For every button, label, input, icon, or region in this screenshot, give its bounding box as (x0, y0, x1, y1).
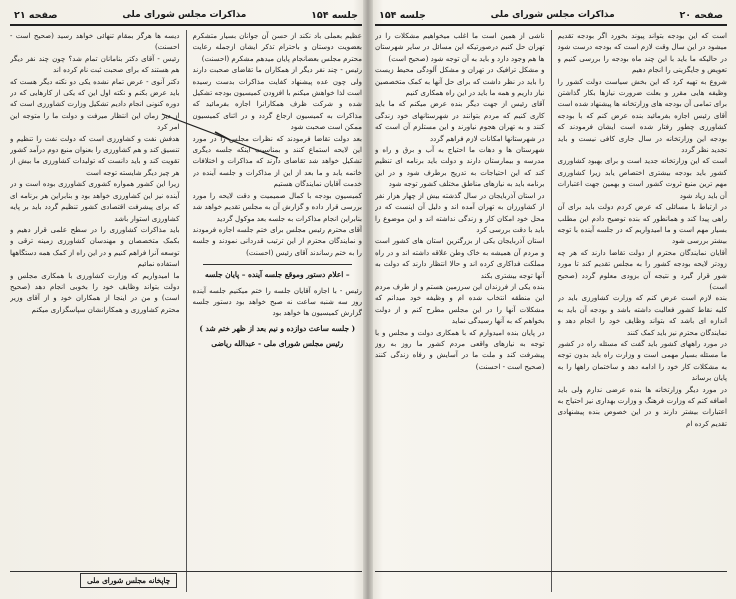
paragraph: شروع به تهیه کرد که این بخش سیاست دولت کشور را وظیفه هایی مقرر و بعلت ضرورت نیازها بکار گذاشتن برای تمامی آن بودجه های وزارتخانه ها پیشنهاد شده است (557, 76, 727, 109)
paragraph: دکتر آنوی - عرض تمام نشده یکی دو نکته دیگر هست که باید عرض بکنم و نکته اول این که یکی از کارهایی که در دوره کنونی انجام دادیم تشکیل وزارت کشاورزی است که از دیر زمان این انتظار میرفت و دولت ما را متوجه این امر کرد (10, 76, 180, 132)
session-label: جلسه ۱۵۴ (311, 9, 358, 21)
paragraph: استان آذربایجان یکی از بزرگترین استان های کشور است و مردم آن همیشه به خاک وطن علاقه داشته اند و در راه مملکت فداکاری کرده اند و حالا انتظار دارند که دولت به آنها توجه بیشتری بکند (375, 236, 545, 280)
column-right (558, 30, 728, 592)
section-heading: – اعلام دستور وموقع جلسه آینده – پایان جلسه (204, 270, 350, 280)
paragraph: آقایان نمایندگان محترم از دولت تقاضا دارند که هر چه زودتر لایحه بودجه کشور را به مجلس تقدیم کند تا مورد شور قرار گیرد و نتیجه آن بزودی معلوم گردد (صحیح است) (557, 247, 727, 291)
paragraph: ناشی از همین است ما اغلب میخواهیم مشکلات را در تهران حل کنیم درصورتیکه این مسائل در سایر شهرستان ها هم وجود دارد و باید به آن توجه شود (صحیح است) (375, 31, 545, 63)
paragraph: ما امیدواریم که وزارت کشاورزی با همکاری مجلس و دولت بتواند وظایف خود را بخوبی انجام دهد (صحیح است) و من در اینجا از همکاران خود و از آقای وزیر محترم کشاورزی و همکارانشان سپاسگزاری میکنم (10, 270, 180, 314)
paragraph: و مشکل ترافیک در تهران و مشکل آلودگی محیط زیست را باید در نظر داشت که برای حل آنها به کمک متخصصین نیاز داریم و همه ما باید در این راه همکاری کنیم (375, 65, 545, 98)
column-rule (186, 30, 187, 592)
speaker-signature: رئیس مجلس شورای ملی - عبدالله ریاضی (211, 339, 344, 349)
page-header (10, 6, 362, 26)
page-number: صفحه ۲۱ (14, 9, 58, 21)
paragraph: در استان آذربایجان در سال گذشته بیش از چهار هزار نفر از کشاورزان به تهران آمده اند و دلیل آن اینست که در محل خود امکان کار و زندگی نداشته اند و این موضوع را باید با دقت بررسی کرد (375, 190, 545, 234)
text-columns (10, 30, 362, 592)
column-right (193, 30, 363, 592)
paragraph: زیرا این کشور همواره کشوری کشاورزی بوده است و در آینده نیز این کشاورزی خواهد بود و بنابراین هر برنامه ای که برای پیشرفت اقتصادی کشور تنظیم گردد باید بر پایه کشاورزی استوار باشد (10, 179, 180, 223)
paragraph: بنده لازم است عرض کنم که وزارت کشاورزی باید در کلیه نقاط کشور فعالیت داشته باشد و بودجه آن باید به اندازه ای باشد که بتواند وظایف خود را انجام دهد و نمایندگان محترم نیز باید کمک کنند (557, 293, 727, 337)
header-title: مذاکرات مجلس شورای ملی (122, 10, 247, 20)
footer-rule (375, 571, 727, 572)
paragraph: بعد دولت تقاضا فرمودند که نظرات مجلس را در مورد این لایحه استماع کنند و بمناسبت اینکه جلسه دیگری تشکیل خواهد شد تقاضای دارند که مذاکرات و اختلافات خاتمه یابد و ما بعد از این از مذاکرات و جلسه آینده در خدمت آقایان نمایندگان هستیم (192, 133, 362, 189)
paragraph: آقای رئیس از جهت دیگر بنده عرض میکنم که ما باید کاری کنیم که مردم بتوانند در شهرستانهای خود زندگی کنند و به تهران هجوم نیاورند و این مستلزم آن است که در شهرستانها امکانات لازم فراهم گردد (375, 99, 545, 143)
column-left (375, 30, 545, 592)
paragraph: آقای محترم رئیس مجلس برای ختم جلسه اجازه فرمودند و نمایندگان محترم از این ترتیب قدردانی نمودند و جلسه را به ختم رساندند آقای رئیس (احسنت) (192, 224, 362, 257)
page-21 (10, 6, 362, 594)
paragraph: هدفش نفت و کشاورزی است که دولت نفت را تنظیم و تنسیق کند و هم کشاورزی را بعنوان منبع دوم درآمد کشور تقویت کند و باید دانست که تولیدات کشاورزی ما بیش از هر چیز دیگر شایسته توجه است (10, 133, 180, 177)
page-20 (375, 6, 727, 594)
section-divider (203, 264, 353, 265)
paragraph: شهرستان ها و دهات ما احتیاج به آب و برق و راه و مدرسه و بیمارستان دارند و دولت باید برنامه ای تنظیم کند که این احتیاجات به تدریج برطرف شود و در این برنامه باید به نیازهای مناطق مختلف کشور توجه شود (375, 145, 545, 189)
book-gutter (363, 0, 373, 599)
header-title: مذاکرات مجلس شورای ملی (490, 10, 615, 20)
paragraph: رئیس - با اجازه آقایان جلسه را ختم میکنیم جلسه آینده روز سه شنبه ساعت نه صبح خواهد بود دستور جلسه گزارش کمیسیون ها خواهد بود (192, 285, 362, 318)
column-left (10, 30, 180, 592)
paragraph: بنده یکی از فرزندان این سرزمین هستم و از طرف مردم این منطقه انتخاب شده ام و وظیفه خود میدانم که مشکلات آنها را در این مجلس مطرح کنم و از دولت بخواهم که به آنها رسیدگی نماید (375, 281, 545, 326)
page-header (375, 6, 727, 26)
paragraph: باید مذاکرات کشاورزی را در سطح علمی قرار دهیم و بکمک متخصصان و مهندسان کشاورزی زمینه ترقی و توسعه آنرا فراهم کنیم و در این راه از کمک همه دستگاهها استفاده نمائیم (10, 224, 180, 269)
paragraph: در مورد راههای کشور باید گفت که مسئله راه در کشور ما مسئله بسیار مهمی است و وزارت راه باید بدون توجه به مشکلات کار خود را ادامه دهد و ساختمان راهها را به پایان برساند (557, 338, 727, 383)
paragraph: در ارتباط با مسائلی که عرض کردم دولت باید برای آن راهی پیدا کند و همانطور که بنده توضیح دادم این مطلب بسیار مهم است و ما امیدواریم که در جلسه آینده با توجه بیشتر بررسی شود (557, 202, 727, 246)
page-number: صفحه ۲۰ (679, 9, 723, 21)
session-label: جلسه ۱۵۴ (379, 9, 426, 21)
printer-stamp: چاپخانه مجلس شورای ملی (80, 573, 177, 588)
closing-note: ( جلسه ساعت دوازده و نیم بعد از ظهر ختم شد ) (199, 323, 356, 333)
paragraph: آقای رئیس اجازه بفرمائید بنده عرض کنم که با بودجه کشاورزی چطور رفتار شده است ایشان فرمودند که بودجه این وزارتخانه در سال جاری کافی نیست و باید تجدید نظر گردد (557, 110, 727, 155)
footer-rule (10, 571, 362, 572)
paragraph: رئیس - آقای دکتر بنامانان تمام شد؟ چون چند نفر دیگر هم هستند که برای صحبت ثبت نام کرده اند (10, 53, 180, 75)
paragraph: دیسه ها هرگز بمقام تنهائی خواهد رسید (صحیح است - احسنت) (10, 31, 180, 52)
paragraph: کمیسیون بودجه با کمال صمیمیت و دقت لایحه را مورد بررسی قرار داده و گزارش آن به مجلس تقدیم خواهد شد بنابراین انجام مذاکرات به جلسه بعد موکول گردید (192, 190, 362, 223)
paragraph: رئیس - چند نفر دیگر از همکاران ما تقاضای صحبت دارند ولی چون عده پیشنهاد کفایت مذاکرات بدست رسیده است لذا خواهش میکنم با افزودن کمیسیون بودجه تشکیل شده و شرکت ظرف همکارانرا اجازه بفرمائید که مذاکرات به کمیسیون ارجاع گردد و در اثنای کمیسیون ممکن است صحبت شود (192, 65, 362, 132)
paragraph: در مورد دیگر وزارتخانه ها بنده عرضی ندارم ولی باید اضافه کنم که وزارت فرهنگ و وزارت بهداری نیز احتیاج به اعتبارات بیشتر دارند و در این خصوص بنده پیشنهادی تقدیم کرده ام (557, 384, 727, 428)
paragraph: است که این بودجه بتواند پیوند بخورد اگر بودجه تقدیم میشود در این سال وقت لازم است که بودجه درست شود در حالیکه ما باید با این چند ماه بودجه را بررسی کنیم و تعویض و جایگزینی را انجام دهیم (557, 31, 727, 75)
paragraph: عظیم بعملی باد نکند از حسن آن جوانان بسیار متشکرم بعضویت دوستان و باحترام تذکر ایشان ازجمله رعایت محترم مجلس بعضانجام پایان میدهم مشکرم (احسنت) (192, 31, 362, 63)
text-columns (375, 30, 727, 592)
column-rule (551, 30, 552, 592)
paragraph: است که این وزارتخانه جدید است و برای بهبود کشاورزی کشور باید بودجه بیشتری اختصاص یابد زیرا کشاورزی مهم ترین منبع ثروت کشور است و بهمین جهت اعتبارات آن باید زیاد شود (557, 156, 727, 200)
paragraph: در پایان بنده امیدوارم که با همکاری دولت و مجلس و با توجه به نیازهای واقعی مردم کشور ما روز به روز پیشرفت کند و ملت ما در آسایش و رفاه زندگی کنند (صحیح است - احسنت) (375, 327, 545, 371)
